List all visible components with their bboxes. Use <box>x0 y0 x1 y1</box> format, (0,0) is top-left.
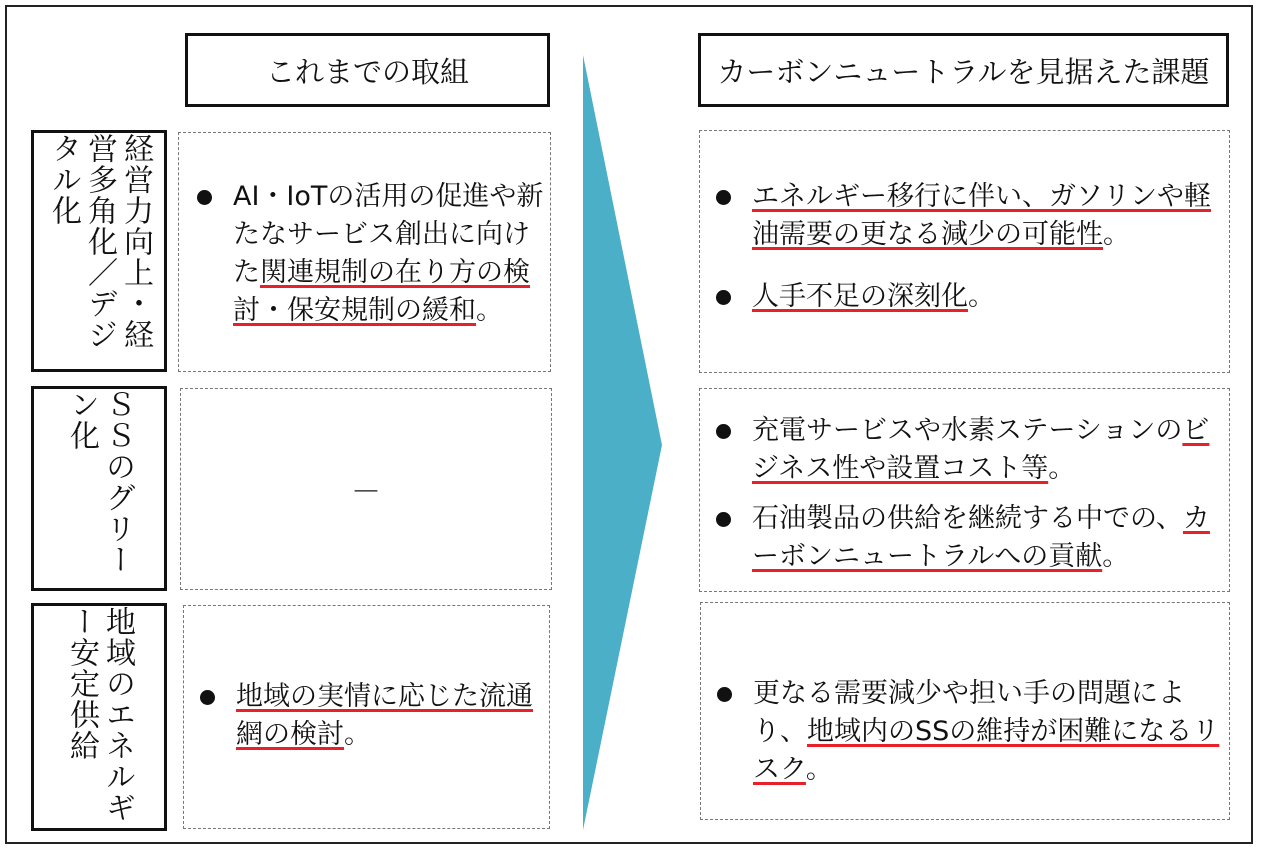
header-carbon-neutral-issues <box>698 33 1229 107</box>
bullet-text: 。 <box>1048 453 1076 484</box>
bullet-item <box>189 178 544 330</box>
bullet-text: 石油製品の供給を継続する中での、 <box>752 503 1183 534</box>
bullet-text: 。 <box>968 281 995 312</box>
cell-past-management <box>178 132 551 372</box>
header-past-efforts <box>185 33 550 107</box>
bullet-dot-icon <box>197 190 212 205</box>
bullet-dot-icon <box>717 687 732 702</box>
bullet-item <box>709 675 1225 789</box>
bullet-list <box>709 675 1225 789</box>
bullet-list <box>189 178 544 330</box>
row-label-ss-green-text: ＳＳのグリーン化 <box>64 389 135 575</box>
bullet-text: 更なる需要減少や担い手の問題により、 <box>753 678 1185 747</box>
row-label-management <box>31 130 167 372</box>
bullet-text: 。 <box>476 295 503 326</box>
bullet-dot-icon <box>716 190 731 205</box>
underlined-text: 関連規制の在り方の検討・保安規制の緩和 <box>233 257 530 326</box>
cell-issue-management <box>699 130 1230 373</box>
bullet-text: 。 <box>1103 219 1130 250</box>
bullet-text: 。 <box>1102 541 1130 572</box>
bullet-dot-icon <box>200 690 215 705</box>
underlined-text: 地域内のSSの維持が困難になるリスク <box>753 716 1220 785</box>
right-arrow-icon <box>583 55 663 835</box>
underlined-text: カーボンニュートラルへの貢献 <box>752 503 1210 572</box>
cell-issue-ss-green <box>699 388 1230 592</box>
row-label-regional-supply-text: 地域のエネルギー安定供給 <box>64 606 135 823</box>
underlined-text: 地域の実情に応じた流通網の検討 <box>236 681 533 750</box>
row-label-management-text: 経営力向上・経営多角化／デジタル化 <box>46 133 153 350</box>
row-label-regional-supply <box>31 603 167 831</box>
underlined-text: ビジネス性や設置コスト等 <box>752 415 1210 484</box>
bullet-item <box>708 278 1223 316</box>
bullet-dot-icon <box>716 512 731 527</box>
cell-past-ss-green <box>180 388 552 590</box>
row-label-ss-green <box>31 386 167 591</box>
no-entry-dash: － <box>351 475 381 510</box>
cell-issue-regional-supply <box>700 602 1230 820</box>
bullet-list <box>192 678 543 754</box>
underlined-text: エネルギー移行に伴い、ガソリンや軽油需要の更なる減少の可能性 <box>752 181 1211 250</box>
cell-past-regional-supply <box>183 605 550 829</box>
bullet-dot-icon <box>716 290 731 305</box>
bullet-item <box>708 178 1223 254</box>
header-carbon-neutral-issues-label: カーボンニュートラルを見据えた課題 <box>717 54 1210 89</box>
bullet-item <box>192 678 543 754</box>
header-past-efforts-label: これまでの取組 <box>265 54 469 89</box>
bullet-text: AI・IoTの活用の促進や新たなサービス創出に向けた <box>233 181 544 288</box>
bullet-list <box>708 178 1223 316</box>
bullet-text: 。 <box>344 719 371 750</box>
bullet-text: 充電サービスや水素ステーションの <box>752 415 1183 446</box>
bullet-list <box>708 412 1223 576</box>
arrow-shape <box>583 55 662 830</box>
bullet-item <box>708 500 1223 576</box>
bullet-item <box>708 412 1223 488</box>
bullet-text: 。 <box>805 754 833 785</box>
bullet-dot-icon <box>716 424 731 439</box>
underlined-text: 人手不足の深刻化 <box>752 281 968 312</box>
